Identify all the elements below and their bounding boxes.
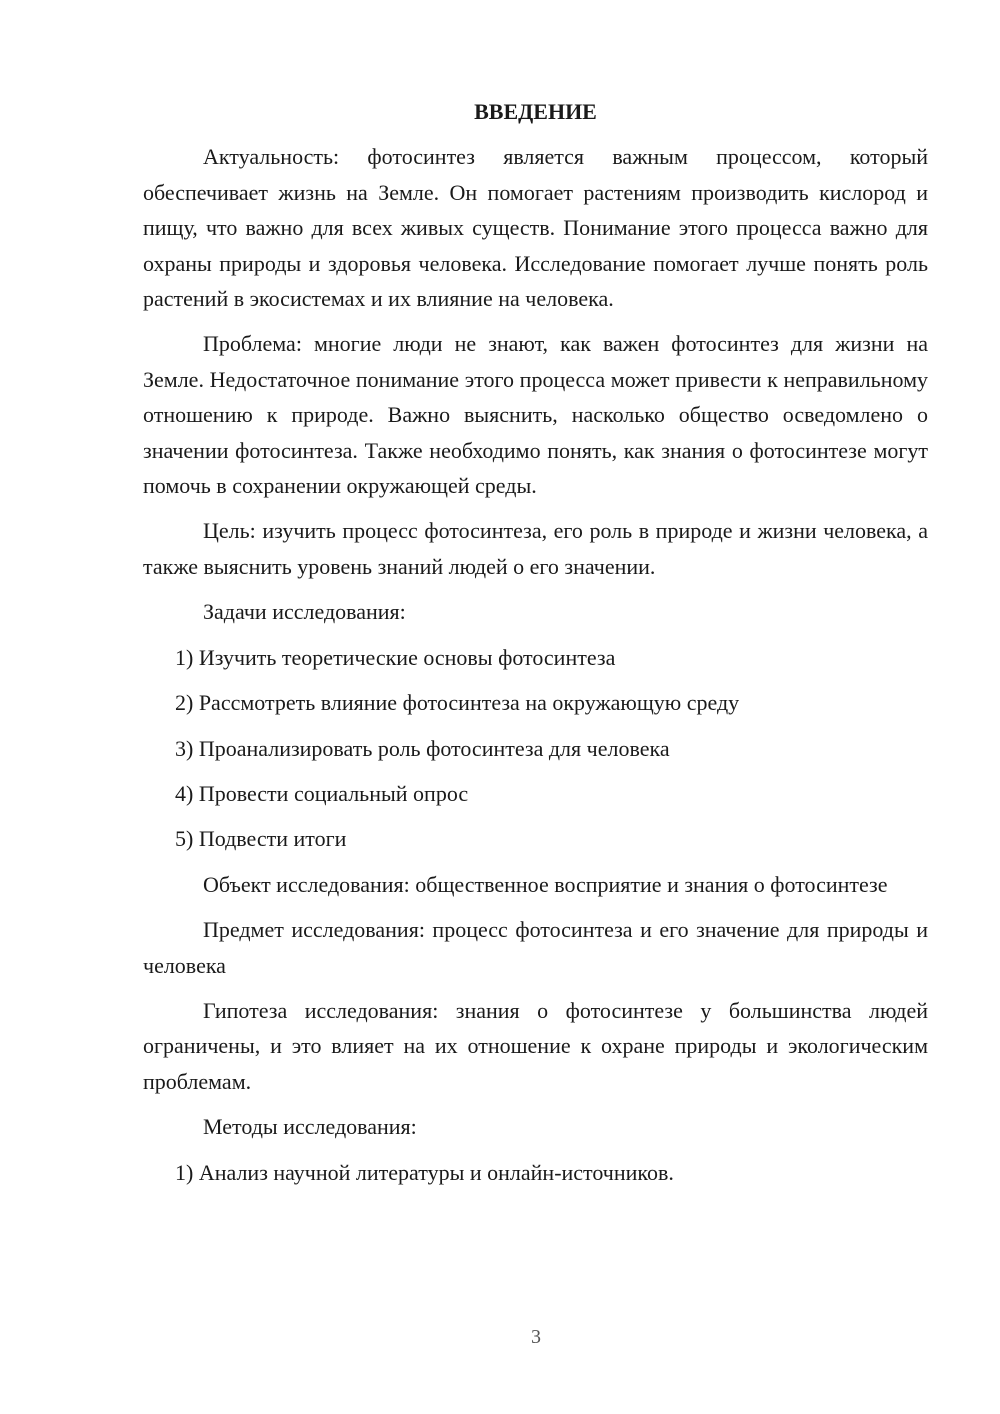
tasks-heading: Задачи исследования:	[203, 599, 406, 625]
hypothesis-paragraph: Гипотеза исследования: знания о фотосинтезе у большинства людей ограничены, и это влияет на их отношение к охране природы и экологическим проблемам.	[143, 997, 928, 1094]
task-item-3: 3) Проанализировать роль фотосинтеза для человека	[175, 735, 670, 761]
object-paragraph: Объект исследования: общественное восприятие и знания о фотосинтезе	[203, 871, 888, 897]
method-item-1: 1) Анализ научной литературы и онлайн-источников.	[175, 1159, 674, 1185]
page-number: 3	[531, 1326, 541, 1348]
subject-paragraph: Предмет исследования: процесс фотосинтеза и его значение для природы и человека	[143, 917, 928, 978]
task-item-4: 4) Провести социальный опрос	[175, 780, 469, 806]
methods-heading: Методы исследования:	[203, 1114, 417, 1140]
goal-paragraph: Цель: изучить процесс фотосинтеза, его роль в природе и жизни человека, а также выяснить уровень знаний людей о его значении.	[143, 518, 928, 579]
document-page	[143, 94, 928, 1200]
relevance-paragraph: Актуальность: фотосинтез является важным процессом, который обеспечивает жизнь на Земле. Он помогает растениям производить кислород и пищу, что важно для всех живых существ. Понимание этого процесса важно для охраны природы и здоровья человека. Исследование помогает лучше понять роль растений в экосистемах и их влияние на человека.	[143, 144, 928, 312]
task-item-1: 1) Изучить теоретические основы фотосинтеза	[175, 644, 616, 670]
task-item-5: 5) Подвести итоги	[175, 826, 347, 852]
task-item-2: 2) Рассмотреть влияние фотосинтеза на окружающую среду	[175, 690, 740, 716]
problem-paragraph: Проблема: многие люди не знают, как важен фотосинтез для жизни на Земле. Недостаточное понимание этого процесса может привести к неправильному отношению к природе. Важно выяснить, насколько общество осведомлено о значении фотосинтеза. Также необходимо понять, как знания о фотосинтезе могут помочь в сохранении окружающей среды.	[143, 331, 928, 499]
section-title: ВВЕДЕНИЕ	[474, 99, 597, 124]
